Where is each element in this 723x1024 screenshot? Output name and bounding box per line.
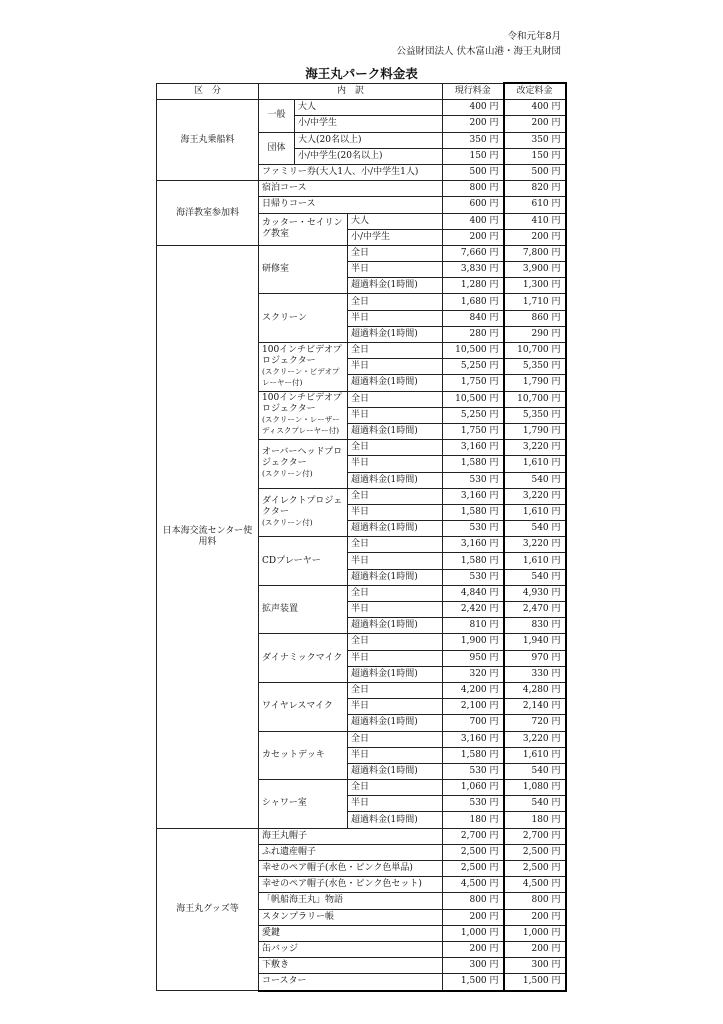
equipment-name: ワイヤレスマイク [262, 701, 333, 712]
equipment-name-cell [259, 537, 348, 586]
equipment-name: 100インチビデオプロジェクター [262, 344, 342, 366]
revised-fee: 300 円 [504, 958, 566, 974]
revised-fee: 540 円 [504, 472, 566, 488]
revised-fee: 3,220 円 [504, 440, 566, 456]
revised-fee: 5,350 円 [504, 359, 566, 375]
row-label: 愛鍵 [259, 925, 443, 941]
revised-fee: 860 円 [504, 310, 566, 326]
equipment-name: CDプレーヤー [262, 555, 321, 566]
revised-fee: 4,500 円 [504, 877, 566, 893]
revised-fee: 3,220 円 [504, 537, 566, 553]
revised-fee: 7,800 円 [504, 245, 566, 261]
table-row [157, 100, 566, 116]
current-fee: 2,700 円 [443, 828, 504, 844]
revised-fee: 1,790 円 [504, 375, 566, 391]
equipment-name-cell [259, 294, 348, 343]
row-label: 下敷き [259, 958, 443, 974]
current-fee: 1,900 円 [443, 634, 504, 650]
revised-fee: 3,900 円 [504, 262, 566, 278]
row-label: 超過料金(1時間) [348, 375, 443, 391]
current-fee: 950 円 [443, 650, 504, 666]
fee-table [156, 82, 567, 992]
equipment-name: オーバーヘッドプロジェクター [262, 447, 343, 469]
current-fee: 1,580 円 [443, 553, 504, 569]
row-label: 全日 [348, 780, 443, 796]
header-detail: 内 訳 [259, 83, 443, 100]
row-label: 缶バッジ [259, 941, 443, 957]
revised-fee: 200 円 [504, 116, 566, 132]
equipment-name-cell [259, 634, 348, 683]
row-label: 半日 [348, 407, 443, 423]
revised-fee: 400 円 [504, 100, 566, 116]
revised-fee: 410 円 [504, 213, 566, 229]
equipment-name: 100インチビデオプロジェクター [262, 393, 342, 415]
revised-fee: 330 円 [504, 666, 566, 682]
current-fee: 1,580 円 [443, 456, 504, 472]
equipment-name-cell [259, 440, 348, 489]
current-fee: 1,060 円 [443, 780, 504, 796]
current-fee: 10,500 円 [443, 343, 504, 359]
row-label: 全日 [348, 731, 443, 747]
current-fee: 3,830 円 [443, 262, 504, 278]
revised-fee: 1,610 円 [504, 747, 566, 763]
equipment-name-cell [259, 245, 348, 294]
revised-fee: 1,610 円 [504, 456, 566, 472]
current-fee: 280 円 [443, 326, 504, 342]
current-fee: 10,500 円 [443, 391, 504, 407]
current-fee: 2,500 円 [443, 861, 504, 877]
row-label: 海王丸帽子 [259, 828, 443, 844]
revised-fee: 610 円 [504, 197, 566, 213]
row-label: 全日 [348, 634, 443, 650]
revised-fee: 540 円 [504, 569, 566, 585]
revised-fee: 3,220 円 [504, 488, 566, 504]
revised-fee: 1,610 円 [504, 553, 566, 569]
current-fee: 1,750 円 [443, 423, 504, 439]
revised-fee: 800 円 [504, 893, 566, 909]
current-fee: 300 円 [443, 958, 504, 974]
current-fee: 150 円 [443, 148, 504, 164]
revised-fee: 1,080 円 [504, 780, 566, 796]
revised-fee: 540 円 [504, 796, 566, 812]
document-date: 令和元年8月 [507, 31, 561, 42]
current-fee: 2,420 円 [443, 602, 504, 618]
revised-fee: 820 円 [504, 181, 566, 197]
current-fee: 530 円 [443, 521, 504, 537]
table-row [157, 828, 566, 844]
revised-fee: 830 円 [504, 618, 566, 634]
row-label: 大人 [348, 213, 443, 229]
row-label: ふれ遺産帽子 [259, 844, 443, 860]
row-label: 幸せのペア帽子(水色・ピンク色単品) [259, 861, 443, 877]
page-title: 海王丸パーク料金表 [305, 66, 418, 81]
current-fee: 530 円 [443, 763, 504, 779]
revised-fee: 4,280 円 [504, 682, 566, 698]
revised-fee: 290 円 [504, 326, 566, 342]
row-label: 半日 [348, 504, 443, 520]
current-fee: 3,160 円 [443, 537, 504, 553]
revised-fee: 3,220 円 [504, 731, 566, 747]
category-goods: 海王丸グッズ等 [157, 828, 259, 990]
revised-fee: 1,610 円 [504, 504, 566, 520]
table-header-row [157, 83, 566, 100]
row-label: 超過料金(1時間) [348, 326, 443, 342]
row-label: 全日 [348, 682, 443, 698]
equipment-name-cell [259, 780, 348, 829]
row-label: 超過料金(1時間) [348, 472, 443, 488]
header-revised-fee: 改定料金 [504, 83, 566, 100]
row-label: 超過料金(1時間) [348, 763, 443, 779]
equipment-name: ダイナミックマイク [262, 652, 343, 663]
revised-fee: 200 円 [504, 229, 566, 245]
row-label: 宿泊コース [259, 181, 443, 197]
revised-fee: 1,500 円 [504, 974, 566, 991]
row-label: 半日 [348, 359, 443, 375]
equipment-name: ダイレクトプロジェクター [262, 495, 343, 517]
row-label: 半日 [348, 699, 443, 715]
current-fee: 840 円 [443, 310, 504, 326]
revised-fee: 970 円 [504, 650, 566, 666]
row-label: 全日 [348, 343, 443, 359]
row-label: 超過料金(1時間) [348, 278, 443, 294]
table-row [157, 245, 566, 261]
row-label: 全日 [348, 294, 443, 310]
current-fee: 700 円 [443, 715, 504, 731]
row-label: 超過料金(1時間) [348, 569, 443, 585]
revised-fee: 540 円 [504, 521, 566, 537]
revised-fee: 720 円 [504, 715, 566, 731]
equipment-name-cell [259, 391, 348, 440]
row-label: 全日 [348, 585, 443, 601]
row-label: 半日 [348, 456, 443, 472]
row-label: 半日 [348, 262, 443, 278]
row-label: 半日 [348, 310, 443, 326]
equipment-name-cell [259, 731, 348, 780]
equipment-name: カセットデッキ [262, 749, 325, 760]
revised-fee: 350 円 [504, 132, 566, 148]
current-fee: 5,250 円 [443, 359, 504, 375]
row-label: 大人 [295, 100, 443, 116]
revised-fee: 1,940 円 [504, 634, 566, 650]
current-fee: 800 円 [443, 181, 504, 197]
revised-fee: 10,700 円 [504, 343, 566, 359]
current-fee: 4,840 円 [443, 585, 504, 601]
header-current-fee: 現行料金 [443, 83, 504, 100]
current-fee: 1,500 円 [443, 974, 504, 991]
current-fee: 500 円 [443, 164, 504, 180]
current-fee: 200 円 [443, 941, 504, 957]
current-fee: 810 円 [443, 618, 504, 634]
category-boarding: 海王丸乗船料 [157, 100, 259, 181]
current-fee: 530 円 [443, 472, 504, 488]
row-label: 全日 [348, 440, 443, 456]
revised-fee: 2,500 円 [504, 844, 566, 860]
row-label: 大人(20名以上) [295, 132, 443, 148]
row-label: 全日 [348, 488, 443, 504]
revised-fee: 500 円 [504, 164, 566, 180]
header-category: 区 分 [157, 83, 259, 100]
current-fee: 3,160 円 [443, 440, 504, 456]
current-fee: 530 円 [443, 569, 504, 585]
revised-fee: 2,140 円 [504, 699, 566, 715]
row-label: 全日 [348, 245, 443, 261]
row-label: スタンプラリー帳 [259, 909, 443, 925]
equipment-name-cell [259, 488, 348, 537]
equipment-note: (スクリーン・レーザーディスクプレーヤー付) [262, 415, 340, 436]
equipment-note: (スクリーン付) [262, 469, 313, 479]
row-label: 全日 [348, 537, 443, 553]
row-label: 超過料金(1時間) [348, 715, 443, 731]
current-fee: 2,500 円 [443, 844, 504, 860]
current-fee: 200 円 [443, 116, 504, 132]
subcategory-group: 団体 [259, 132, 295, 164]
row-label: 小/中学生 [348, 229, 443, 245]
revised-fee: 5,350 円 [504, 407, 566, 423]
equipment-note: (スクリーン・ビデオプレーヤー付) [262, 366, 340, 387]
equipment-name: 拡声装置 [262, 604, 299, 615]
current-fee: 350 円 [443, 132, 504, 148]
revised-fee: 4,930 円 [504, 585, 566, 601]
revised-fee: 540 円 [504, 763, 566, 779]
current-fee: 200 円 [443, 909, 504, 925]
revised-fee: 10,700 円 [504, 391, 566, 407]
revised-fee: 200 円 [504, 941, 566, 957]
equipment-name: スクリーン [262, 312, 307, 323]
row-label: 半日 [348, 602, 443, 618]
current-fee: 1,000 円 [443, 925, 504, 941]
equipment-name-cell [259, 343, 348, 392]
cutter-sailing-class-label: カッター・セイリング教室 [259, 213, 348, 245]
row-label: 超過料金(1時間) [348, 423, 443, 439]
category-center-usage: 日本海交流センター使用料 [157, 245, 259, 828]
current-fee: 200 円 [443, 229, 504, 245]
revised-fee: 1,300 円 [504, 278, 566, 294]
current-fee: 530 円 [443, 796, 504, 812]
current-fee: 1,580 円 [443, 504, 504, 520]
equipment-name: 研修室 [262, 264, 290, 275]
revised-fee: 150 円 [504, 148, 566, 164]
row-label: 小/中学生 [295, 116, 443, 132]
row-label: 全日 [348, 391, 443, 407]
current-fee: 1,280 円 [443, 278, 504, 294]
current-fee: 4,500 円 [443, 877, 504, 893]
revised-fee: 1,710 円 [504, 294, 566, 310]
revised-fee: 2,500 円 [504, 861, 566, 877]
current-fee: 1,680 円 [443, 294, 504, 310]
row-label: ファミリー券(大人1人、小/中学生1人) [259, 164, 443, 180]
revised-fee: 180 円 [504, 812, 566, 828]
current-fee: 3,160 円 [443, 488, 504, 504]
current-fee: 5,250 円 [443, 407, 504, 423]
subcategory-general: 一般 [259, 100, 295, 132]
row-label: 半日 [348, 796, 443, 812]
current-fee: 3,160 円 [443, 731, 504, 747]
revised-fee: 200 円 [504, 909, 566, 925]
current-fee: 320 円 [443, 666, 504, 682]
row-label: 半日 [348, 650, 443, 666]
row-label: 小/中学生(20名以上) [295, 148, 443, 164]
table-row [157, 181, 566, 197]
row-label: 半日 [348, 553, 443, 569]
equipment-name-cell [259, 585, 348, 634]
equipment-name-cell [259, 682, 348, 731]
row-label: 日帰りコース [259, 197, 443, 213]
current-fee: 1,580 円 [443, 747, 504, 763]
current-fee: 180 円 [443, 812, 504, 828]
current-fee: 400 円 [443, 100, 504, 116]
row-label: 幸せのペア帽子(水色・ピンク色セット) [259, 877, 443, 893]
current-fee: 4,200 円 [443, 682, 504, 698]
revised-fee: 2,470 円 [504, 602, 566, 618]
current-fee: 7,660 円 [443, 245, 504, 261]
equipment-name: シャワー室 [262, 798, 307, 809]
current-fee: 400 円 [443, 213, 504, 229]
issuing-organization: 公益財団法人 伏木富山港・海王丸財団 [396, 46, 561, 57]
row-label: 超過料金(1時間) [348, 521, 443, 537]
row-label: 超過料金(1時間) [348, 618, 443, 634]
row-label: 超過料金(1時間) [348, 812, 443, 828]
row-label: 半日 [348, 747, 443, 763]
revised-fee: 2,700 円 [504, 828, 566, 844]
row-label: 「帆船海王丸」物語 [259, 893, 443, 909]
revised-fee: 1,790 円 [504, 423, 566, 439]
equipment-note: (スクリーン付) [262, 517, 313, 527]
category-ocean-class: 海洋教室参加料 [157, 181, 259, 246]
row-label: 超過料金(1時間) [348, 666, 443, 682]
current-fee: 600 円 [443, 197, 504, 213]
current-fee: 2,100 円 [443, 699, 504, 715]
revised-fee: 1,000 円 [504, 925, 566, 941]
current-fee: 1,750 円 [443, 375, 504, 391]
current-fee: 800 円 [443, 893, 504, 909]
row-label: コースター [259, 974, 443, 991]
